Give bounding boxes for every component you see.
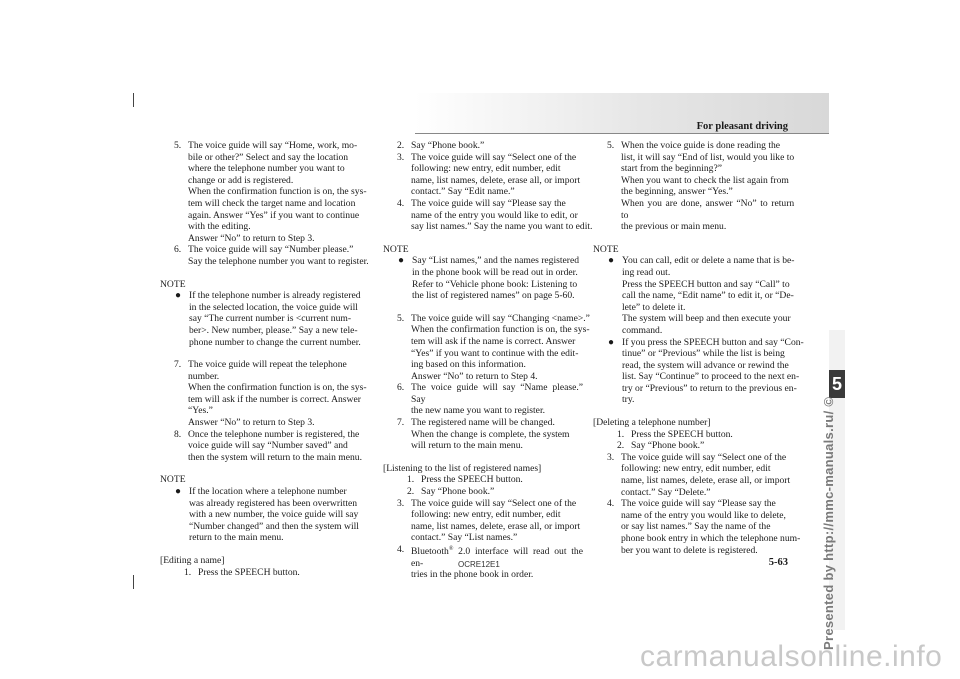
text-line: ber you want to delete is registered. <box>621 544 758 556</box>
column-3 <box>593 140 804 556</box>
page-header-title: For pleasant driving <box>696 121 788 132</box>
text-line: The system will beep and then execute your <box>622 313 791 325</box>
text-line: contact.” Say “Delete.” <box>621 486 711 498</box>
text-line: “Number changed” and then the system will <box>189 520 359 532</box>
text-line: The voice guide will say “Select one of the <box>411 497 577 509</box>
text-span: 2.0 interface will read out the en- <box>411 546 583 569</box>
text-line: was already registered has been overwritten <box>189 497 358 509</box>
column-1 <box>160 140 379 578</box>
text-line: The voice guide will say “Select one of the <box>621 451 787 463</box>
text-line: The voice guide will say “Please say the <box>411 197 566 209</box>
text-line: list, it will say “End of list, would you like to <box>621 151 795 163</box>
text-line: try. <box>622 394 635 406</box>
item-number: 5. <box>607 140 615 151</box>
item-number: 1. <box>407 474 415 486</box>
item-number: 2. <box>407 486 415 498</box>
site-watermark: carmanualsonline.info <box>640 640 943 673</box>
text-line: read, the system will advance or rewind the <box>622 359 789 371</box>
note-bullet <box>174 290 379 348</box>
text-line: When the change is complete, the system <box>411 428 570 440</box>
list-item <box>174 140 379 244</box>
note-heading: NOTE <box>383 243 409 255</box>
list-item <box>607 451 791 498</box>
text-line: tries in the phone book in order. <box>411 569 534 581</box>
text-line: bile or other?” Select and say the location <box>188 151 349 163</box>
text-line: in the selected location, the voice guide will <box>189 301 358 313</box>
text-line: will return to the main menu. <box>411 440 523 452</box>
item-number: 1. <box>184 566 192 578</box>
text-line: voice guide will say “Number saved” and <box>188 440 348 452</box>
document-code: OCRE12E1 <box>458 560 500 569</box>
text-line: Press the SPEECH button and say “Call” to <box>622 278 790 290</box>
list-item <box>174 567 379 579</box>
item-number: 7. <box>397 417 405 429</box>
text-line: try or “Previous” to return to the previous en- <box>622 382 797 394</box>
note-heading: NOTE <box>160 474 186 486</box>
item-number: 6. <box>397 382 405 394</box>
text-line: change or add is registered. <box>188 174 294 186</box>
text-line: The voice guide will say “Please say the <box>621 498 776 510</box>
text-line: The voice guide will say “Home, work, mo- <box>188 140 358 151</box>
text-line: Say “Phone book.” <box>411 140 485 151</box>
note-bullet <box>174 486 379 544</box>
text-line: in the phone book will be read out in order. <box>412 266 578 278</box>
text-line: where the telephone number you want to <box>188 163 345 175</box>
bullet-icon: ● <box>175 290 182 302</box>
list-item <box>397 486 583 498</box>
note-bullet <box>607 255 795 336</box>
item-number: 1. <box>617 428 625 440</box>
item-number: 6. <box>174 244 182 256</box>
text-line: following: new entry, edit number, edit <box>411 163 561 175</box>
registered-mark: ® <box>448 546 454 552</box>
text-line: lete” to delete it. <box>622 301 686 313</box>
side-watermark: Presented by http://mmc-manuals.ru/ © <box>821 396 836 650</box>
text-line: Answer “No” to return to Step 3. <box>188 232 315 244</box>
list-item <box>397 417 583 452</box>
note-bullet <box>397 255 583 301</box>
text-line: If you press the SPEECH button and say “Con- <box>622 336 804 348</box>
text-line: say list names.” Say the name you want to edit. <box>411 221 593 233</box>
text-line: the list of registered names” on page 5-60. <box>412 290 575 302</box>
text-line: ber>. New number, please.” Say a new tele- <box>189 324 358 336</box>
text-line: contact.” Say “Edit name.” <box>411 186 515 198</box>
list-item <box>607 440 787 452</box>
header-rule <box>415 133 829 134</box>
text-line: name of the entry you would like to delete, <box>621 509 786 521</box>
text-line: phone book entry in which the telephone num- <box>621 533 801 544</box>
text-line: Press the SPEECH button. <box>421 474 523 486</box>
text-line: The voice guide will say “Number please.” <box>188 244 354 256</box>
text-line: number. <box>188 370 220 382</box>
text-line: The registered name will be changed. <box>411 417 555 429</box>
text-line: When the confirmation function is on, the sys- <box>188 186 367 198</box>
text-line: Press the SPEECH button. <box>631 428 733 440</box>
item-number: 3. <box>607 451 615 463</box>
note-heading: NOTE <box>593 243 619 255</box>
text-line: list. Say “Continue” to proceed to the next en- <box>622 371 800 383</box>
text-line: name, list names, delete, erase all, or import <box>621 475 791 487</box>
text-line: “Yes.” <box>188 405 213 417</box>
text-line: When the confirmation function is on, the sys- <box>188 382 367 394</box>
text-line: The voice guide will say “Changing <name>.” <box>411 312 590 324</box>
list-item <box>607 498 801 556</box>
text-line: When you are done, answer “No” to return to <box>621 197 795 221</box>
text-line: with a new number, the voice guide will say <box>189 509 359 521</box>
text-line: following: new entry, edit number, edit <box>621 463 771 475</box>
chapter-tab: 5 <box>829 370 845 398</box>
text-line: If the location where a telephone number <box>189 486 347 498</box>
text-line: tem will ask if the name is correct. Answer <box>411 335 576 347</box>
list-item <box>174 244 379 267</box>
list-item <box>174 359 379 429</box>
text-line: command. <box>622 324 663 336</box>
bullet-icon: ● <box>608 255 615 267</box>
text-line: You can call, edit or delete a name that is be- <box>622 255 795 267</box>
text-line: Once the telephone number is registered, the <box>188 428 360 440</box>
text-line: Refer to “Vehicle phone book: Listening to <box>412 278 578 290</box>
text-line: When you want to check the list again from <box>621 174 789 186</box>
item-number: 5. <box>397 312 405 324</box>
text-line: call the name, “Edit name” to edit it, or “De- <box>622 290 794 302</box>
text-line: Answer “No” to return to Step 4. <box>411 370 538 382</box>
item-number: 4. <box>397 544 405 555</box>
text-line: phone number to change the current number. <box>189 336 361 348</box>
bullet-icon: ● <box>175 486 182 498</box>
text-line: The voice guide will say “Name please.” Say <box>411 382 583 405</box>
page-number: 5-63 <box>768 557 788 568</box>
list-item <box>397 140 583 152</box>
text-line: The voice guide will repeat the telephone <box>188 359 347 371</box>
text-line: tem will ask if the number is correct. Answer <box>188 393 361 405</box>
item-number: 2. <box>617 440 625 452</box>
text-line: When the confirmation function is on, the sys- <box>411 324 590 336</box>
text-span: Bluetooth <box>411 546 449 558</box>
list-item <box>397 312 590 383</box>
column-2 <box>383 140 593 581</box>
section-heading: [Editing a name] <box>160 555 225 566</box>
item-number: 2. <box>397 140 405 151</box>
list-item <box>607 429 787 441</box>
text-line: “Yes” if you want to continue with the edit- <box>411 347 579 359</box>
bullet-icon: ● <box>608 336 615 348</box>
list-item <box>397 382 583 417</box>
item-number: 8. <box>174 428 182 440</box>
list-item <box>397 498 583 544</box>
text-line: say “The current number is <current num- <box>189 313 352 325</box>
list-item <box>397 152 583 198</box>
text-line: If the telephone number is already registered <box>189 290 361 302</box>
text-line: contact.” Say “List names.” <box>411 532 518 544</box>
list-item <box>174 429 379 464</box>
text-line: name of the entry you would like to edit, or <box>411 209 578 221</box>
list-item <box>607 140 795 233</box>
item-number: 4. <box>397 197 405 209</box>
text-line: Say “Phone book.” <box>421 486 495 498</box>
text-line: Answer “No” to return to Step 3. <box>188 417 315 429</box>
text-line: When the voice guide is done reading the <box>621 140 781 151</box>
crop-mark <box>133 93 134 107</box>
text-line: start from the beginning?” <box>621 163 722 175</box>
text-line: Say the telephone number you want to register. <box>188 255 369 267</box>
section-heading: [Deleting a telephone number] <box>593 417 711 429</box>
crop-mark <box>133 575 134 589</box>
text-line: or say list names.” Say the name of the <box>621 521 771 533</box>
item-number: 4. <box>607 498 615 510</box>
item-number: 7. <box>174 359 182 371</box>
text-line: name, list names, delete, erase all, or import <box>411 520 581 532</box>
text-line: the previous or main menu. <box>621 221 727 233</box>
text-line: Say “List names,” and the names registered <box>412 255 580 267</box>
text-line: the beginning, answer “Yes.” <box>621 186 733 198</box>
note-bullet <box>607 336 804 407</box>
section-heading: [Listening to the list of registered names] <box>383 462 542 474</box>
note-heading: NOTE <box>160 278 186 290</box>
text-line: ing read out. <box>622 266 671 278</box>
text-line: Press the SPEECH button. <box>198 566 300 578</box>
bullet-icon: ● <box>398 255 405 267</box>
text-line: the new name you want to register. <box>411 405 546 417</box>
text-line: ing based on this information. <box>411 359 526 371</box>
text-line: Say “Phone book.” <box>631 440 705 452</box>
text-line: then the system will return to the main menu. <box>188 451 362 463</box>
text-line: The voice guide will say “Select one of the <box>411 151 577 163</box>
item-number: 5. <box>174 140 182 151</box>
list-item <box>397 197 593 233</box>
list-item <box>397 474 583 486</box>
text-line: tinue” or “Previous” while the list is being <box>622 348 785 360</box>
text-line: following: new entry, edit number, edit <box>411 509 561 521</box>
text-line: tem will check the target name and location <box>188 197 356 209</box>
item-number: 3. <box>397 497 405 509</box>
text-line: return to the main menu. <box>189 532 284 544</box>
item-number: 3. <box>397 151 405 163</box>
text-line: again. Answer “Yes” if you want to continue <box>188 209 360 221</box>
text-line: with the editing. <box>188 221 251 233</box>
text-line: name, list names, delete, erase all, or import <box>411 174 581 186</box>
